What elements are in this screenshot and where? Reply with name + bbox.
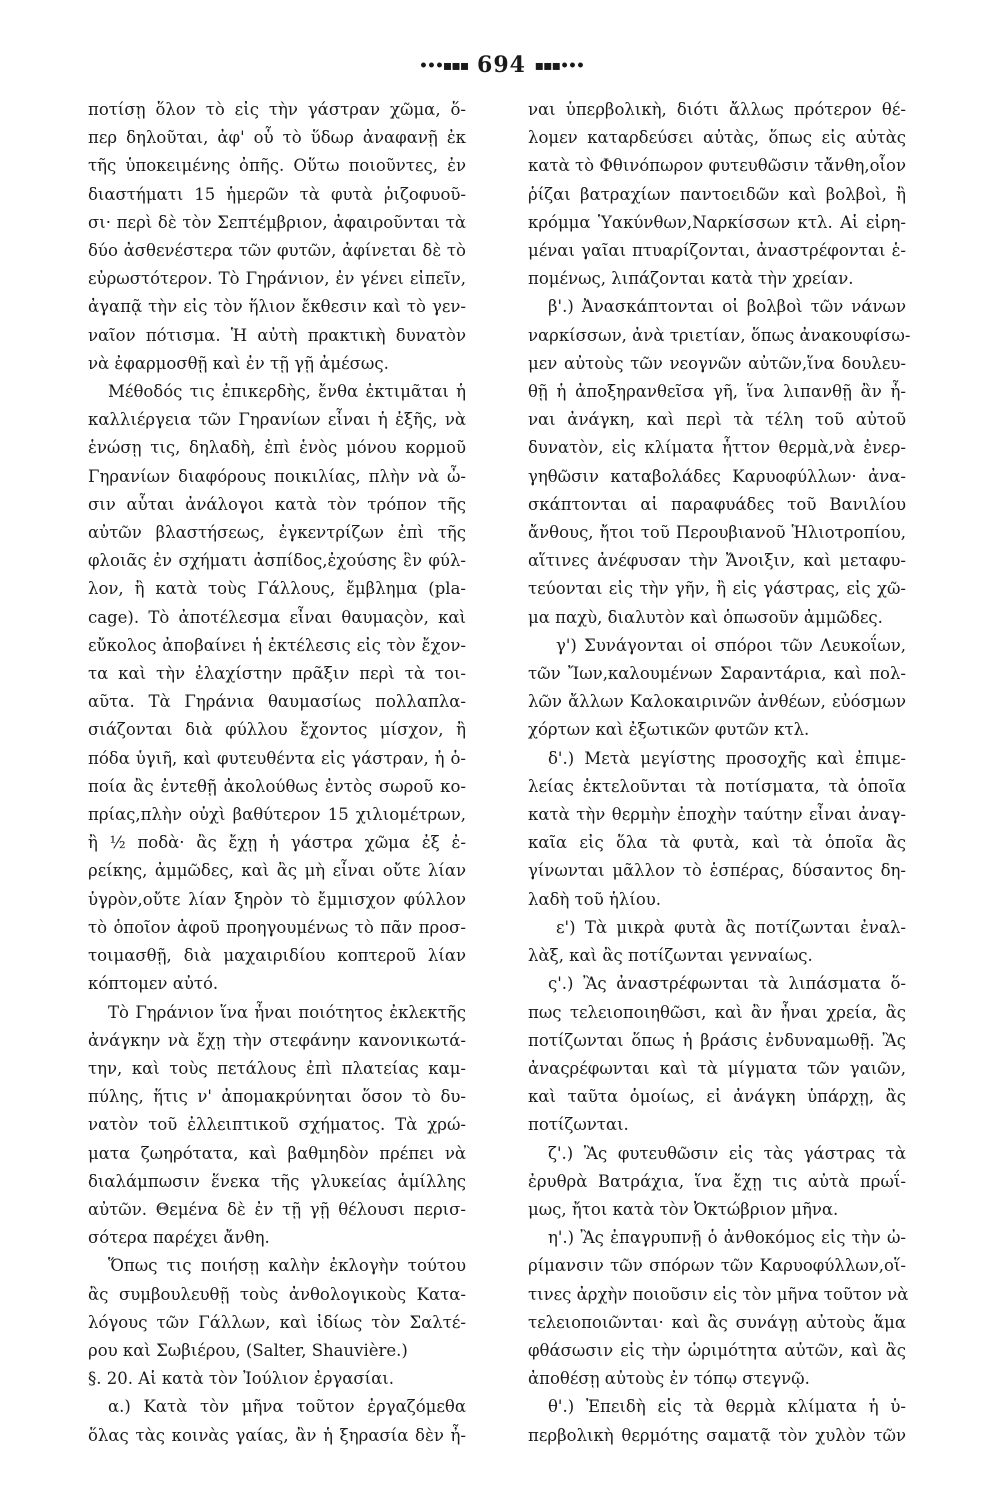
text-line: πομένως, λιπάζονται κατὰ τὴν χρείαν. [528,269,854,289]
page-number: 694 [477,52,526,78]
text-line: φλοιᾶς ἐν σχήματι ἀσπίδος,ἐχούσης ἓν φύλ- [88,551,466,571]
text-line: ἢ ½ ποδὰ· ἂς ἔχῃ ἡ γάστρα χῶμα ἐξ ἐ- [88,833,466,853]
text-line: δύο ἀσθενέστερα τῶν φυτῶν, ἀφίνεται δὲ τὸ [88,241,466,261]
text-line: αὐτῶν βλαστήσεως, ἐγκεντρίζων ἐπὶ τῆς [88,523,466,543]
text-line: ρίμανσιν τῶν σπόρων τῶν Καρυοφύλλων,οἵ- [528,1256,906,1276]
text-line: τινες ἀρχὴν ποιοῦσιν εἰς τὸν μῆνα τοῦτον νὰ [528,1284,909,1304]
text-line: ῥίζαι βατραχίων παντοειδῶν καὶ βολβοὶ, ἢ [528,184,906,204]
text-line: σιάζονται διὰ φύλλου ἔχοντος μίσχον, ἢ [88,720,466,740]
text-line: τῶν Ἴων,καλουμένων Σαραντάρια, καὶ πολ- [528,664,906,684]
text-line: νατὸν τοῦ ἐλλειπτικοῦ σχήματος. Τὰ χρώ- [88,1115,466,1135]
text-line: κόπτομεν αὐτό. [88,974,219,994]
text-line: ματα ζωηρότατα, καὶ βαθμηδὸν πρέπει νὰ [88,1143,466,1163]
text-line: ἀνάγκην νὰ ἔχῃ τὴν στεφάνην κανονικωτά- [88,1030,466,1050]
text-line: ἐρυθρὰ Βατράχια, ἵνα ἔχῃ τις αὐτὰ πρωΐ- [528,1171,906,1191]
text-line: Γηρανίων διαφόρους ποικιλίας, πλὴν νὰ ὦ- [88,466,466,486]
text-line: περ δηλοῦται, ἀφ' οὗ τὸ ὕδωρ ἀναφανῇ ἐκ [88,128,466,148]
text-line: αὐτῶν. Θεμένα δὲ ἐν τῇ γῇ θέλουσι περισ- [88,1199,466,1219]
text-line: ρείκης, ἀμμῶδες, καὶ ἂς μὴ εἶναι οὔτε λίαν [88,861,466,881]
text-line: εὐρωστότερον. Τὸ Γηράνιον, ἐν γένει εἰπεῖν, [88,269,466,289]
text-line: ναρκίσσων, ἀνὰ τριετίαν, ὅπως ἀνακουφίσω- [528,325,911,345]
text-line: μέναι γαῖαι πτυαρίζονται, ἀναστρέφονται ἑ- [528,241,906,261]
text-line: ἀναςρέφωνται καὶ τὰ μίγματα τῶν γαιῶν, [528,1058,906,1078]
ornament-right: ▪▪▪••• [534,58,584,74]
text-line: ποία ἂς ἐντεθῇ ἀκολούθως ἐντὸς σωροῦ κο- [88,776,466,796]
text-line: β'.) Ἀνασκάπτονται οἱ βολβοὶ τῶν νάνων [548,297,906,317]
text-line: καὶ ταῦτα ὁμοίως, εἰ ἀνάγκη ὑπάρχῃ, ἂς [528,1087,906,1107]
text-line: λόγους τῶν Γάλλων, καὶ ἰδίως τὸν Σαλτέ- [88,1312,466,1332]
text-line: αῦτα. Τὰ Γηράνια θαυμασίως πολλαπλα- [88,692,466,712]
text-line: cage). Τὸ ἀποτέλεσμα εἶναι θαυμαςὸν, καὶ [88,607,466,627]
text-line: ζ'.) Ἂς φυτευθῶσιν εἰς τὰς γάστρας τὰ [548,1143,906,1163]
text-line: γηθῶσιν καταβολάδες Καρυοφύλλων· ἀνα- [528,466,906,486]
text-line: καλλιέργεια τῶν Γηρανίων εἶναι ἡ ἑξῆς, νὰ [88,410,466,430]
text-line: θῇ ἡ ἀποξηρανθεῖσα γῆ, ἵνα λιπανθῇ ἂν ἦ- [528,382,906,402]
text-line: γίνωνται μᾶλλον τὸ ἑσπέρας, δύσαντος δη- [528,861,906,881]
text-line: χόρτων καὶ ἐξωτικῶν φυτῶν κτλ. [528,720,810,740]
text-line: μα παχὺ, διαλυτὸν καὶ ὁπωσοῦν ἀμμῶδες. [528,607,883,627]
text-line: νὰ ἐφαρμοσθῇ καὶ ἐν τῇ γῇ ἀμέσως. [88,353,389,373]
text-line: τοιμασθῇ, διὰ μαχαιριδίου κοπτεροῦ λίαν [88,946,466,966]
text-line: δυνατὸν, εἰς κλίματα ἧττον θερμὰ,νὰ ἐνερ- [528,438,906,458]
left-column [88,96,466,1450]
text-line: τῆς ὑποκειμένης ὀπῆς. Οὕτω ποιοῦντες, ἐν [88,156,466,176]
text-line: ποτίσῃ ὅλον τὸ εἰς τὴν γάστραν χῶμα, ὅ- [88,100,466,119]
text-line: μεν αὐτοὺς τῶν νεογνῶν αὐτῶν,ἵνα δουλευ- [528,353,906,373]
ornament-left: •••▪▪▪ [419,58,469,74]
text-line: πόδα ὑγιῆ, καὶ φυτευθέντα εἰς γάστραν, ἡ ὁ- [88,748,466,768]
text-line: ποτίζωνται ὅπως ἡ βράσις ἐνδυναμωθῇ. Ἂς [528,1030,906,1050]
text-line: λὰξ, καὶ ἂς ποτίζωνται γενναίως. [528,946,813,966]
text-line: ἑνώσῃ τις, δηλαδὴ, ἐπὶ ἑνὸς μόνου κορμοῦ [88,438,466,458]
text-line: λῶν ἄλλων Καλοκαιρινῶν ἀνθέων, εὐόσμων [528,692,906,712]
text-line: σκάπτονται αἱ παραφυάδες τοῦ Βανιλίου [528,494,906,514]
text-line: κρόμμα Ὑακύνθων,Ναρκίσσων κτλ. Αἱ εἰρη- [528,212,906,232]
page-header [0,52,1003,78]
text-line: δ'.) Μετὰ μεγίστης προσοχῆς καὶ ἐπιμε- [548,748,906,768]
text-line: τὸ ὁποῖον ἀφοῦ προηγουμένως τὸ πᾶν προσ- [88,917,466,937]
text-line: πως τελειοποιηθῶσι, καὶ ἂν ἦναι χρεία, ἂς [528,1002,906,1022]
text-line: καῖα εἰς ὅλα τὰ φυτὰ, καὶ τὰ ὁποῖα ἂς [528,833,906,853]
text-line: ναι ἀνάγκη, καὶ περὶ τὰ τέλη τοῦ αὐτοῦ [528,410,906,430]
text-line: λαδὴ τοῦ ἡλίου. [528,889,662,909]
text-line: ἂς συμβουλευθῇ τοὺς ἀνθολογικοὺς Κατα- [88,1284,466,1304]
text-line: περβολικὴ θερμότης σαματᾷ τὸν χυλὸν τῶν [528,1425,906,1445]
text-line: λομεν καταρδεύσει αὐτὰς, ὅπως εἰς αὐτὰς [528,128,906,148]
text-line: ναῖον πότισμα. Ἡ αὐτὴ πρακτικὴ δυνατὸν [88,325,466,345]
text-line: ε') Τὰ μικρὰ φυτὰ ἂς ποτίζωνται ἐναλ- [556,917,906,937]
text-line: διαλάμπωσιν ἕνεκα τῆς γλυκείας ἁμίλλης [88,1171,466,1191]
text-line: διαστήματι 15 ἡμερῶν τὰ φυτὰ ῥιζοφυοῦ- [88,184,466,204]
text-line: θ'.) Ἐπειδὴ εἰς τὰ θερμὰ κλίματα ἡ ὑ- [548,1397,906,1417]
text-line: ς'.) Ἂς ἀναστρέφωνται τὰ λιπάσματα ὅ- [548,974,906,994]
text-line: σι· περὶ δὲ τὸν Σεπτέμβριον, ἀφαιροῦνται τὰ [88,212,466,232]
text-line: Ὅπως τις ποιήσῃ καλὴν ἐκλογὴν τούτου [108,1256,466,1276]
text-line: μως, ἤτοι κατὰ τὸν Ὀκτώβριον μῆνα. [528,1199,839,1219]
text-line: κατὰ τὴν θερμὴν ἐποχὴν ταύτην εἶναι ἀναγ- [528,805,906,825]
text-line: α.) Κατὰ τὸν μῆνα τοῦτον ἐργαζόμεθα [108,1397,466,1417]
text-line: αἵτινες ἀνέφυσαν τὴν Ἄνοιξιν, καὶ μεταφυ- [528,551,906,571]
text-line: λείας ἐκτελοῦνται τὰ ποτίσματα, τὰ ὁποῖα [528,776,906,796]
text-line: ὑγρὸν,οὔτε λίαν ξηρὸν τὸ ἔμμισχον φύλλον [88,889,466,909]
right-column [528,96,911,1450]
text-line: λον, ἢ κατὰ τοὺς Γάλλους, ἔμβλημα (pla- [88,579,466,599]
text-line: γ') Συνάγονται οἱ σπόροι τῶν Λευκοΐων, [556,635,906,655]
text-line: σότερα παρέχει ἄνθη. [88,1228,270,1248]
text-line: σιν αὗται ἀνάλογοι κατὰ τὸν τρόπον τῆς [88,494,466,514]
text-line: ὅλας τὰς κοινὰς γαίας, ἂν ἡ ξηρασία δὲν ἦ- [88,1425,466,1445]
text-line: ποτίζωνται. [528,1115,629,1135]
text-line: ἀγαπᾷ τὴν εἰς τὸν ἥλιον ἔκθεσιν καὶ τὸ γεν- [88,297,466,317]
text-line: κατὰ τὸ Φθινόπωρον φυτευθῶσιν τἄνθη,οἷον [528,156,906,176]
text-line: ναι ὑπερβολικὴ, διότι ἄλλως πρότερον θέ- [528,100,906,119]
text-line: την, καὶ τοὺς πετάλους ἐπὶ πλατείας καμ- [88,1058,466,1078]
text-line: ἄνθους, ἤτοι τοῦ Περουβιανοῦ Ἡλιοτροπίου, [528,523,906,543]
text-line: τελειοποιῶνται· καὶ ἂς συνάγῃ αὐτοὺς ἅμα [528,1312,906,1332]
text-line: φθάσωσιν εἰς τὴν ὡριμότητα αὐτῶν, καὶ ἂς [528,1340,906,1360]
text-line: τα καὶ τὴν ἐλαχίστην πρᾶξιν περὶ τὰ τοι- [88,664,466,684]
text-line: Τὸ Γηράνιον ἵνα ἦναι ποιότητος ἐκλεκτῆς [108,1002,466,1022]
text-line: ἀποθέσῃ αὐτοὺς ἐν τόπῳ στεγνῷ. [528,1369,810,1389]
text-line: εὔκολος ἀποβαίνει ἡ ἐκτέλεσις εἰς τὸν ἔχον- [88,635,466,655]
text-line: η'.) Ἂς ἐπαγρυπνῇ ὁ ἀνθοκόμος εἰς τὴν ὠ- [548,1228,906,1248]
text-line: τεύονται εἰς τὴν γῆν, ἢ εἰς γάστρας, εἰς χῶ- [528,579,906,599]
text-line: πύλης, ἥτις ν' ἀπομακρύνηται ὅσον τὸ δυ- [88,1087,466,1107]
text-line: §. 20. Αἱ κατὰ τὸν Ἰούλιον ἐργασίαι. [88,1369,395,1389]
text-line: Μέθοδός τις ἐπικερδὴς, ἔνθα ἐκτιμᾶται ἡ [108,382,466,402]
text-line: ρου καὶ Σωβιέρου, (Salter, Shauvière.) [88,1340,408,1360]
text-line: πρίας,πλὴν οὐχὶ βαθύτερον 15 χιλιομέτρων, [88,805,466,825]
